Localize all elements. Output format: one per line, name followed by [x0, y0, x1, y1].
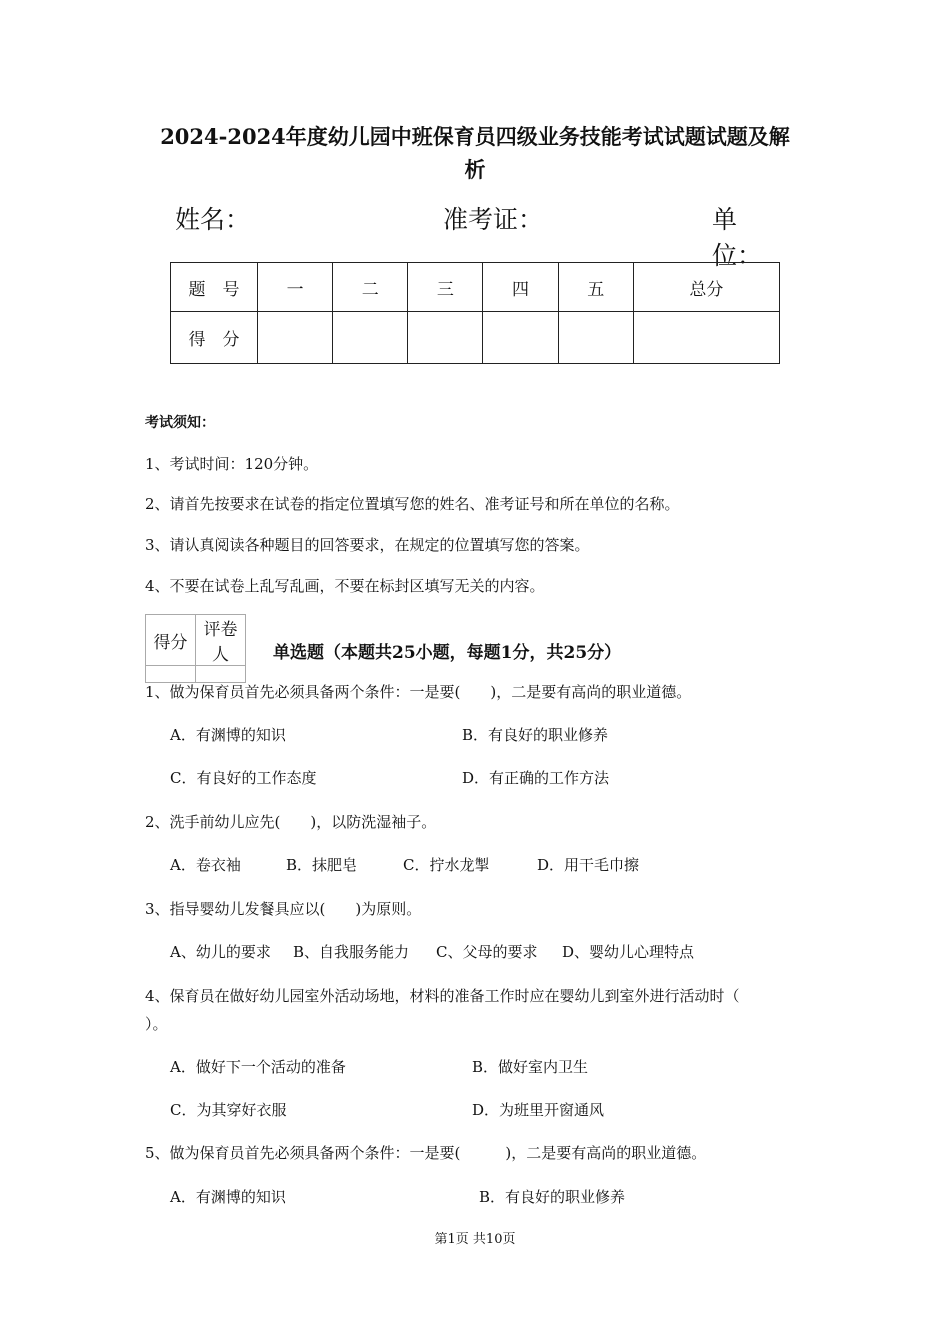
question-stem: 1、做为保育员首先必须具备两个条件：一是要( )，二是要有高尚的职业道德。	[145, 683, 692, 701]
question-stem: 5、做为保育员首先必须具备两个条件：一是要( )，二是要有高尚的职业道德。	[145, 1144, 707, 1162]
score-input-cell[interactable]	[408, 312, 483, 364]
grader-box	[145, 614, 246, 683]
option-d: D．用干毛巾擦	[537, 856, 640, 874]
score-input-cell[interactable]	[483, 312, 558, 364]
option-a: A．做好下一个活动的准备	[170, 1058, 346, 1076]
notice-item: 1、考试时间：120分钟。	[145, 455, 319, 473]
question-stem: 3、指导婴幼儿发餐具应以( )为原则。	[145, 900, 422, 918]
score-table-cell: 四	[483, 263, 558, 312]
name-field-label: 姓名：	[175, 205, 251, 234]
notice-item: 2、请首先按要求在试卷的指定位置填写您的姓名、准考证号和所在单位的名称。	[145, 495, 680, 513]
option-c: C、父母的要求	[436, 943, 538, 961]
option-c: C．为其穿好衣服	[170, 1101, 287, 1119]
notice-item: 4、不要在试卷上乱写乱画，不要在标封区填写无关的内容。	[145, 577, 545, 595]
score-table-cell: 总分	[633, 263, 779, 312]
option-b: B．做好室内卫生	[472, 1058, 589, 1076]
option-c: C．有良好的工作态度	[170, 769, 317, 787]
score-table	[170, 262, 780, 364]
option-b: B．有良好的职业修养	[462, 726, 609, 744]
option-a: A、幼儿的要求	[170, 943, 271, 961]
option-d: D、婴幼儿心理特点	[562, 943, 695, 961]
option-a: A．有渊博的知识	[170, 1188, 286, 1206]
question-stem: 2、洗手前幼儿应先( )，以防洗湿袖子。	[145, 813, 437, 831]
option-b: B．抹肥皂	[286, 856, 358, 874]
option-c: C．拧水龙掣	[403, 856, 490, 874]
option-a: A．卷衣袖	[170, 856, 241, 874]
document-title-line-1: 2024-2024年度幼儿园中班保育员四级业务技能考试试题试题及解	[160, 124, 790, 149]
score-table-cell: 三	[408, 263, 483, 312]
notice-heading: 考试须知：	[145, 415, 215, 431]
score-table-row-label: 得 分	[171, 312, 258, 364]
score-table-score-row	[171, 312, 780, 364]
score-input-cell[interactable]	[558, 312, 633, 364]
option-d: D．有正确的工作方法	[462, 769, 610, 787]
section-title: 单选题（本题共25小题，每题1分，共25分）	[273, 643, 622, 663]
candidate-fields	[175, 200, 785, 270]
question-stem: 4、保育员在做好幼儿园室外活动场地，材料的准备工作时应在婴幼儿到室外进行活动时（	[145, 987, 740, 1005]
exam-id-field-label: 准考证：	[443, 205, 544, 234]
grader-reviewer-cell[interactable]	[196, 666, 246, 683]
score-table-header-row	[171, 263, 780, 312]
page-footer: 第1页 共10页	[434, 1232, 516, 1247]
option-d: D．为班里开窗通风	[472, 1101, 605, 1119]
option-b: B、自我服务能力	[293, 943, 410, 961]
unit-field-label: 单位：	[712, 205, 763, 270]
score-input-cell[interactable]	[333, 312, 408, 364]
score-input-cell[interactable]	[633, 312, 779, 364]
option-b: B．有良好的职业修养	[479, 1188, 626, 1206]
score-table-cell: 题 号	[171, 263, 258, 312]
notice-item: 3、请认真阅读各种题目的回答要求，在规定的位置填写您的答案。	[145, 536, 590, 554]
grader-reviewer-label: 评卷人	[196, 615, 246, 666]
grader-score-label: 得分	[146, 615, 196, 666]
score-table-cell: 二	[333, 263, 408, 312]
grader-score-cell[interactable]	[146, 666, 196, 683]
option-a: A．有渊博的知识	[170, 726, 286, 744]
score-table-cell: 一	[258, 263, 333, 312]
question-stem-continued: ）。	[145, 1015, 168, 1033]
score-table-cell: 五	[558, 263, 633, 312]
score-input-cell[interactable]	[258, 312, 333, 364]
document-title-line-2: 析	[464, 157, 486, 182]
